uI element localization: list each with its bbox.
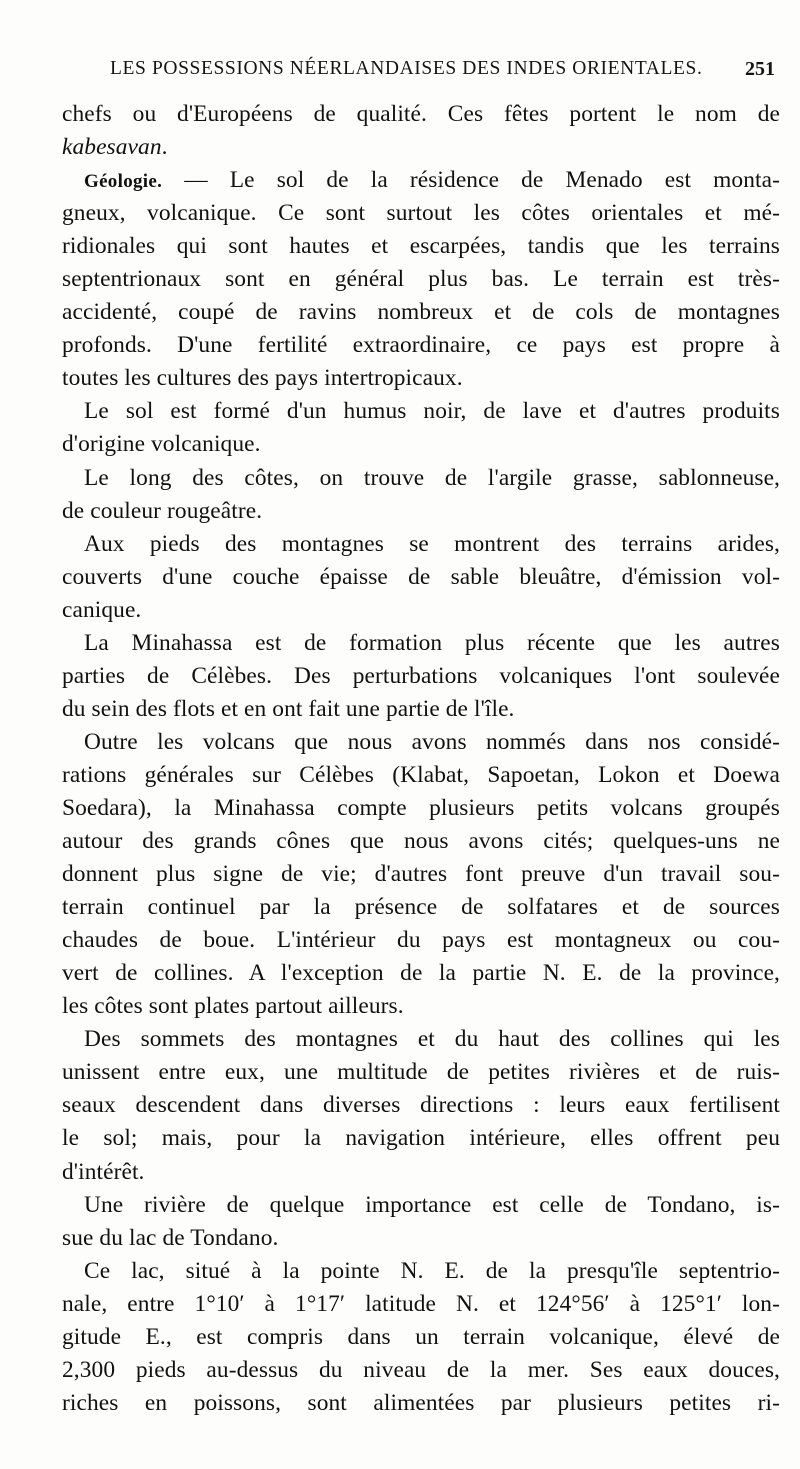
text-line	[62, 462, 780, 495]
text-line	[62, 1189, 780, 1222]
line-text: Soedara), la Minahassa compte plusieurs petits volcans groupés	[62, 794, 780, 821]
text-line	[62, 891, 780, 924]
line-text: canique.	[62, 596, 142, 623]
text-line	[62, 495, 780, 528]
line-text: La Minahassa est de formation plus récente que les autres	[84, 629, 780, 656]
running-title: LES POSSESSIONS NÉERLANDAISES DES INDES ORIENTALES.	[110, 58, 703, 79]
line-text: riches en poissons, sont alimentées par plusieurs petites ri-	[62, 1389, 780, 1416]
text-line	[62, 164, 780, 197]
line-text: Une rivière de quelque importance est celle de Tondano, is-	[84, 1191, 780, 1218]
text-line	[62, 726, 780, 759]
text-line	[62, 1056, 780, 1089]
line-text: vert de collines. A l'exception de la partie N. E. de la province,	[62, 960, 780, 987]
line-text: autour des grands cônes que nous avons cités; quelques-uns ne	[62, 828, 780, 855]
line-text: le sol; mais, pour la navigation intérieure, elles offrent peu	[62, 1125, 780, 1152]
running-header	[110, 58, 775, 88]
text-line	[62, 825, 780, 858]
text-line	[62, 1321, 780, 1354]
text-line	[62, 131, 780, 164]
line-text: du sein des flots et en ont fait une partie de l'île.	[62, 695, 515, 722]
text-line	[62, 362, 780, 395]
text-line	[62, 1023, 780, 1056]
line-text: 2,300 pieds au-dessus du niveau de la mer. Ses eaux douces,	[62, 1356, 780, 1383]
line-text: Aux pieds des montagnes se montrent des terrains arides,	[84, 530, 780, 557]
line-text: ridionales qui sont hautes et escarpées, tandis que les terrains	[62, 233, 780, 260]
line-text: rations générales sur Célèbes (Klabat, Sapoetan, Lokon et Doewa	[62, 761, 780, 788]
text-line	[62, 957, 780, 990]
line-text: d'origine volcanique.	[62, 431, 261, 458]
text-line	[62, 990, 780, 1023]
text-line	[62, 296, 780, 329]
line-text: d'intérêt.	[62, 1158, 145, 1185]
line-text: nale, entre 1°10′ à 1°17′ latitude N. et 124°56′ à 125°1′ lon-	[62, 1290, 780, 1317]
line-text: unissent entre eux, une multitude de petites rivières et de ruis-	[62, 1059, 780, 1086]
text-line	[62, 594, 780, 627]
text-line	[62, 792, 780, 825]
text-line	[62, 1089, 780, 1122]
line-text: seaux descendent dans diverses directions : leurs eaux fertilisent	[62, 1092, 780, 1119]
text-line	[62, 428, 780, 461]
line-text: septentrionaux sont en général plus bas. Le terrain est très-	[62, 266, 780, 293]
text-line	[62, 263, 780, 296]
text-line	[62, 693, 780, 726]
line-text: Outre les volcans que nous avons nommés dans nos considé-	[84, 728, 780, 755]
line-text: toutes les cultures des pays intertropicaux.	[62, 365, 463, 392]
line-text: — Le sol de la résidence de Menado est monta-	[162, 167, 780, 194]
line-text: donnent plus signe de vie; d'autres font preuve d'un travail sou-	[62, 861, 780, 888]
line-text: Le long des côtes, on trouve de l'argile grasse, sablonneuse,	[84, 464, 780, 491]
text-line	[62, 1222, 780, 1255]
text-line	[62, 1255, 780, 1288]
text-line	[62, 1288, 780, 1321]
page-number: 251	[745, 58, 775, 80]
text-line	[62, 660, 780, 693]
text-line	[62, 395, 780, 428]
text-line	[62, 561, 780, 594]
body-text	[62, 98, 780, 1448]
line-text: profonds. D'une fertilité extraordinaire, ce pays est propre à	[62, 332, 780, 359]
text-line	[62, 1122, 780, 1155]
line-text: parties de Célèbes. Des perturbations volcaniques l'ont soulevée	[62, 662, 780, 689]
text-line	[62, 98, 780, 131]
text-line	[62, 230, 780, 263]
line-text: gitude E., est compris dans un terrain volcanique, élevé de	[62, 1323, 780, 1350]
line-text: chaudes de boue. L'intérieur du pays est montagneux ou cou-	[62, 927, 780, 954]
text-line	[62, 924, 780, 957]
line-text: terrain continuel par la présence de solfatares et de sources	[62, 894, 780, 921]
section-heading: Géologie.	[84, 171, 163, 193]
text-line	[62, 627, 780, 660]
text-line	[62, 1156, 780, 1189]
line-text: couverts d'une couche épaisse de sable bleuâtre, d'émission vol-	[62, 563, 780, 590]
text-line	[62, 1387, 780, 1420]
text-line	[62, 858, 780, 891]
text-line	[62, 329, 780, 362]
line-text: les côtes sont plates partout ailleurs.	[62, 993, 404, 1020]
line-text: gneux, volcanique. Ce sont surtout les côtes orientales et mé-	[62, 200, 780, 227]
text-line	[62, 197, 780, 230]
line-text: accidenté, coupé de ravins nombreux et de cols de montagnes	[62, 299, 780, 326]
line-text: Des sommets des montagnes et du haut des collines qui les	[84, 1026, 780, 1053]
line-text: Ce lac, situé à la pointe N. E. de la presqu'île septentrio-	[84, 1257, 780, 1284]
line-text: sue du lac de Tondano.	[62, 1224, 279, 1251]
text-line	[62, 1354, 780, 1387]
line-text: Le sol est formé d'un humus noir, de lave et d'autres produits	[84, 398, 780, 425]
text-line	[62, 528, 780, 561]
line-text: de couleur rougeâtre.	[62, 497, 263, 524]
text-line	[62, 759, 780, 792]
line-text: chefs ou d'Européens de qualité. Ces fêtes portent le nom de	[62, 101, 780, 127]
italic-term: kabesavan	[62, 134, 162, 161]
line-text: .	[161, 134, 168, 161]
